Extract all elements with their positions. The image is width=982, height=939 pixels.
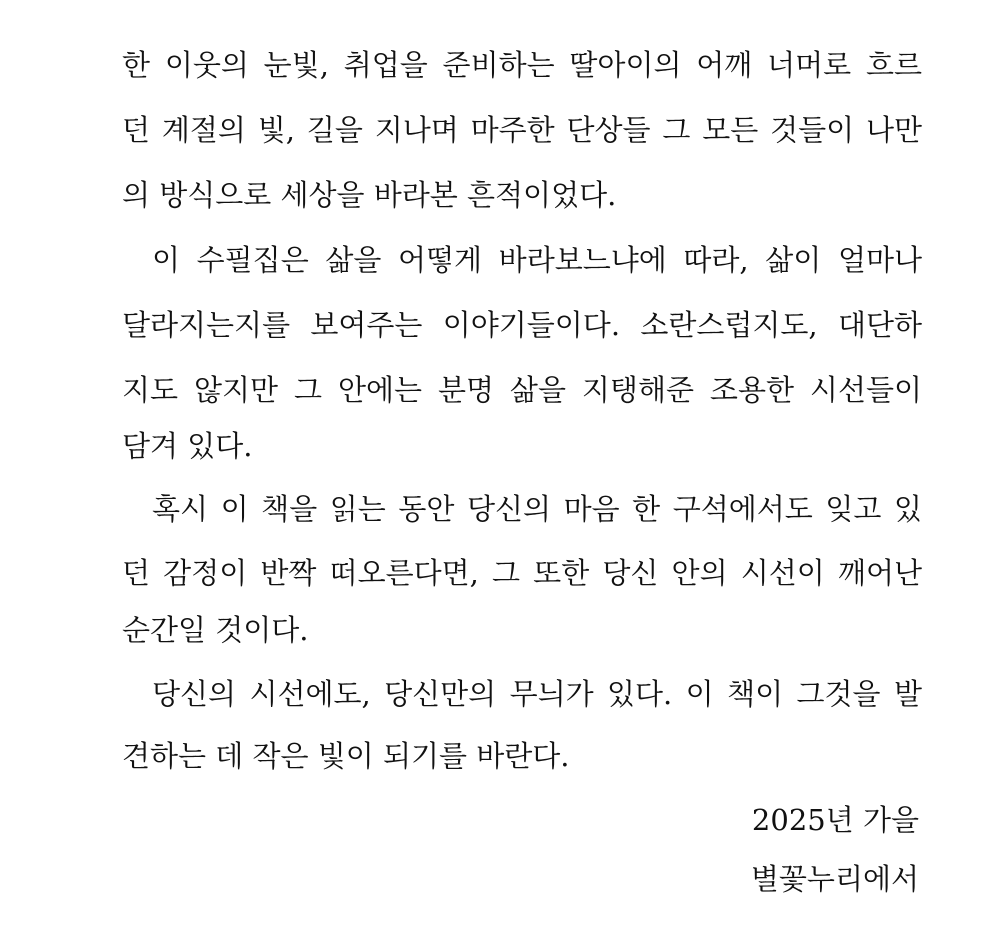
paragraph-3-line-3: 순간일 것이다. [122, 613, 309, 647]
paragraph-4-line-1: 당신의 시선에도, 당신만의 무늬가 있다. 이 책이 그것을 발 [152, 677, 922, 711]
paragraph-2-line-2: 달라지는지를 보여주는 이야기들이다. 소란스럽지도, 대단하 [122, 308, 922, 342]
paragraph-1-line-2: 던 계절의 빛, 길을 지나며 마주한 단상들 그 모든 것들이 나만 [122, 113, 922, 147]
paragraph-3-line-2: 던 감정이 반짝 떠오른다면, 그 또한 당신 안의 시선이 깨어난 [122, 556, 922, 590]
signature-date: 2025년 가을 [751, 803, 919, 837]
paragraph-2-line-1: 이 수필집은 삶을 어떻게 바라보느냐에 따라, 삶이 얼마나 [152, 243, 922, 277]
paragraph-3-line-1: 혹시 이 책을 읽는 동안 당신의 마음 한 구석에서도 잊고 있 [152, 492, 922, 526]
paragraph-4-line-2: 견하는 데 작은 빛이 되기를 바란다. [122, 739, 570, 773]
signature-place: 별꽃누리에서 [750, 862, 919, 896]
paragraph-2-line-3: 지도 않지만 그 안에는 분명 삶을 지탱해준 조용한 시선들이 [122, 373, 922, 407]
paragraph-1-line-1: 한 이웃의 눈빛, 취업을 준비하는 딸아이의 어깨 너머로 흐르 [122, 48, 922, 82]
paragraph-2-line-4: 담겨 있다. [122, 429, 253, 463]
paragraph-1-line-3: 의 방식으로 세상을 바라본 흔적이었다. [122, 178, 617, 212]
